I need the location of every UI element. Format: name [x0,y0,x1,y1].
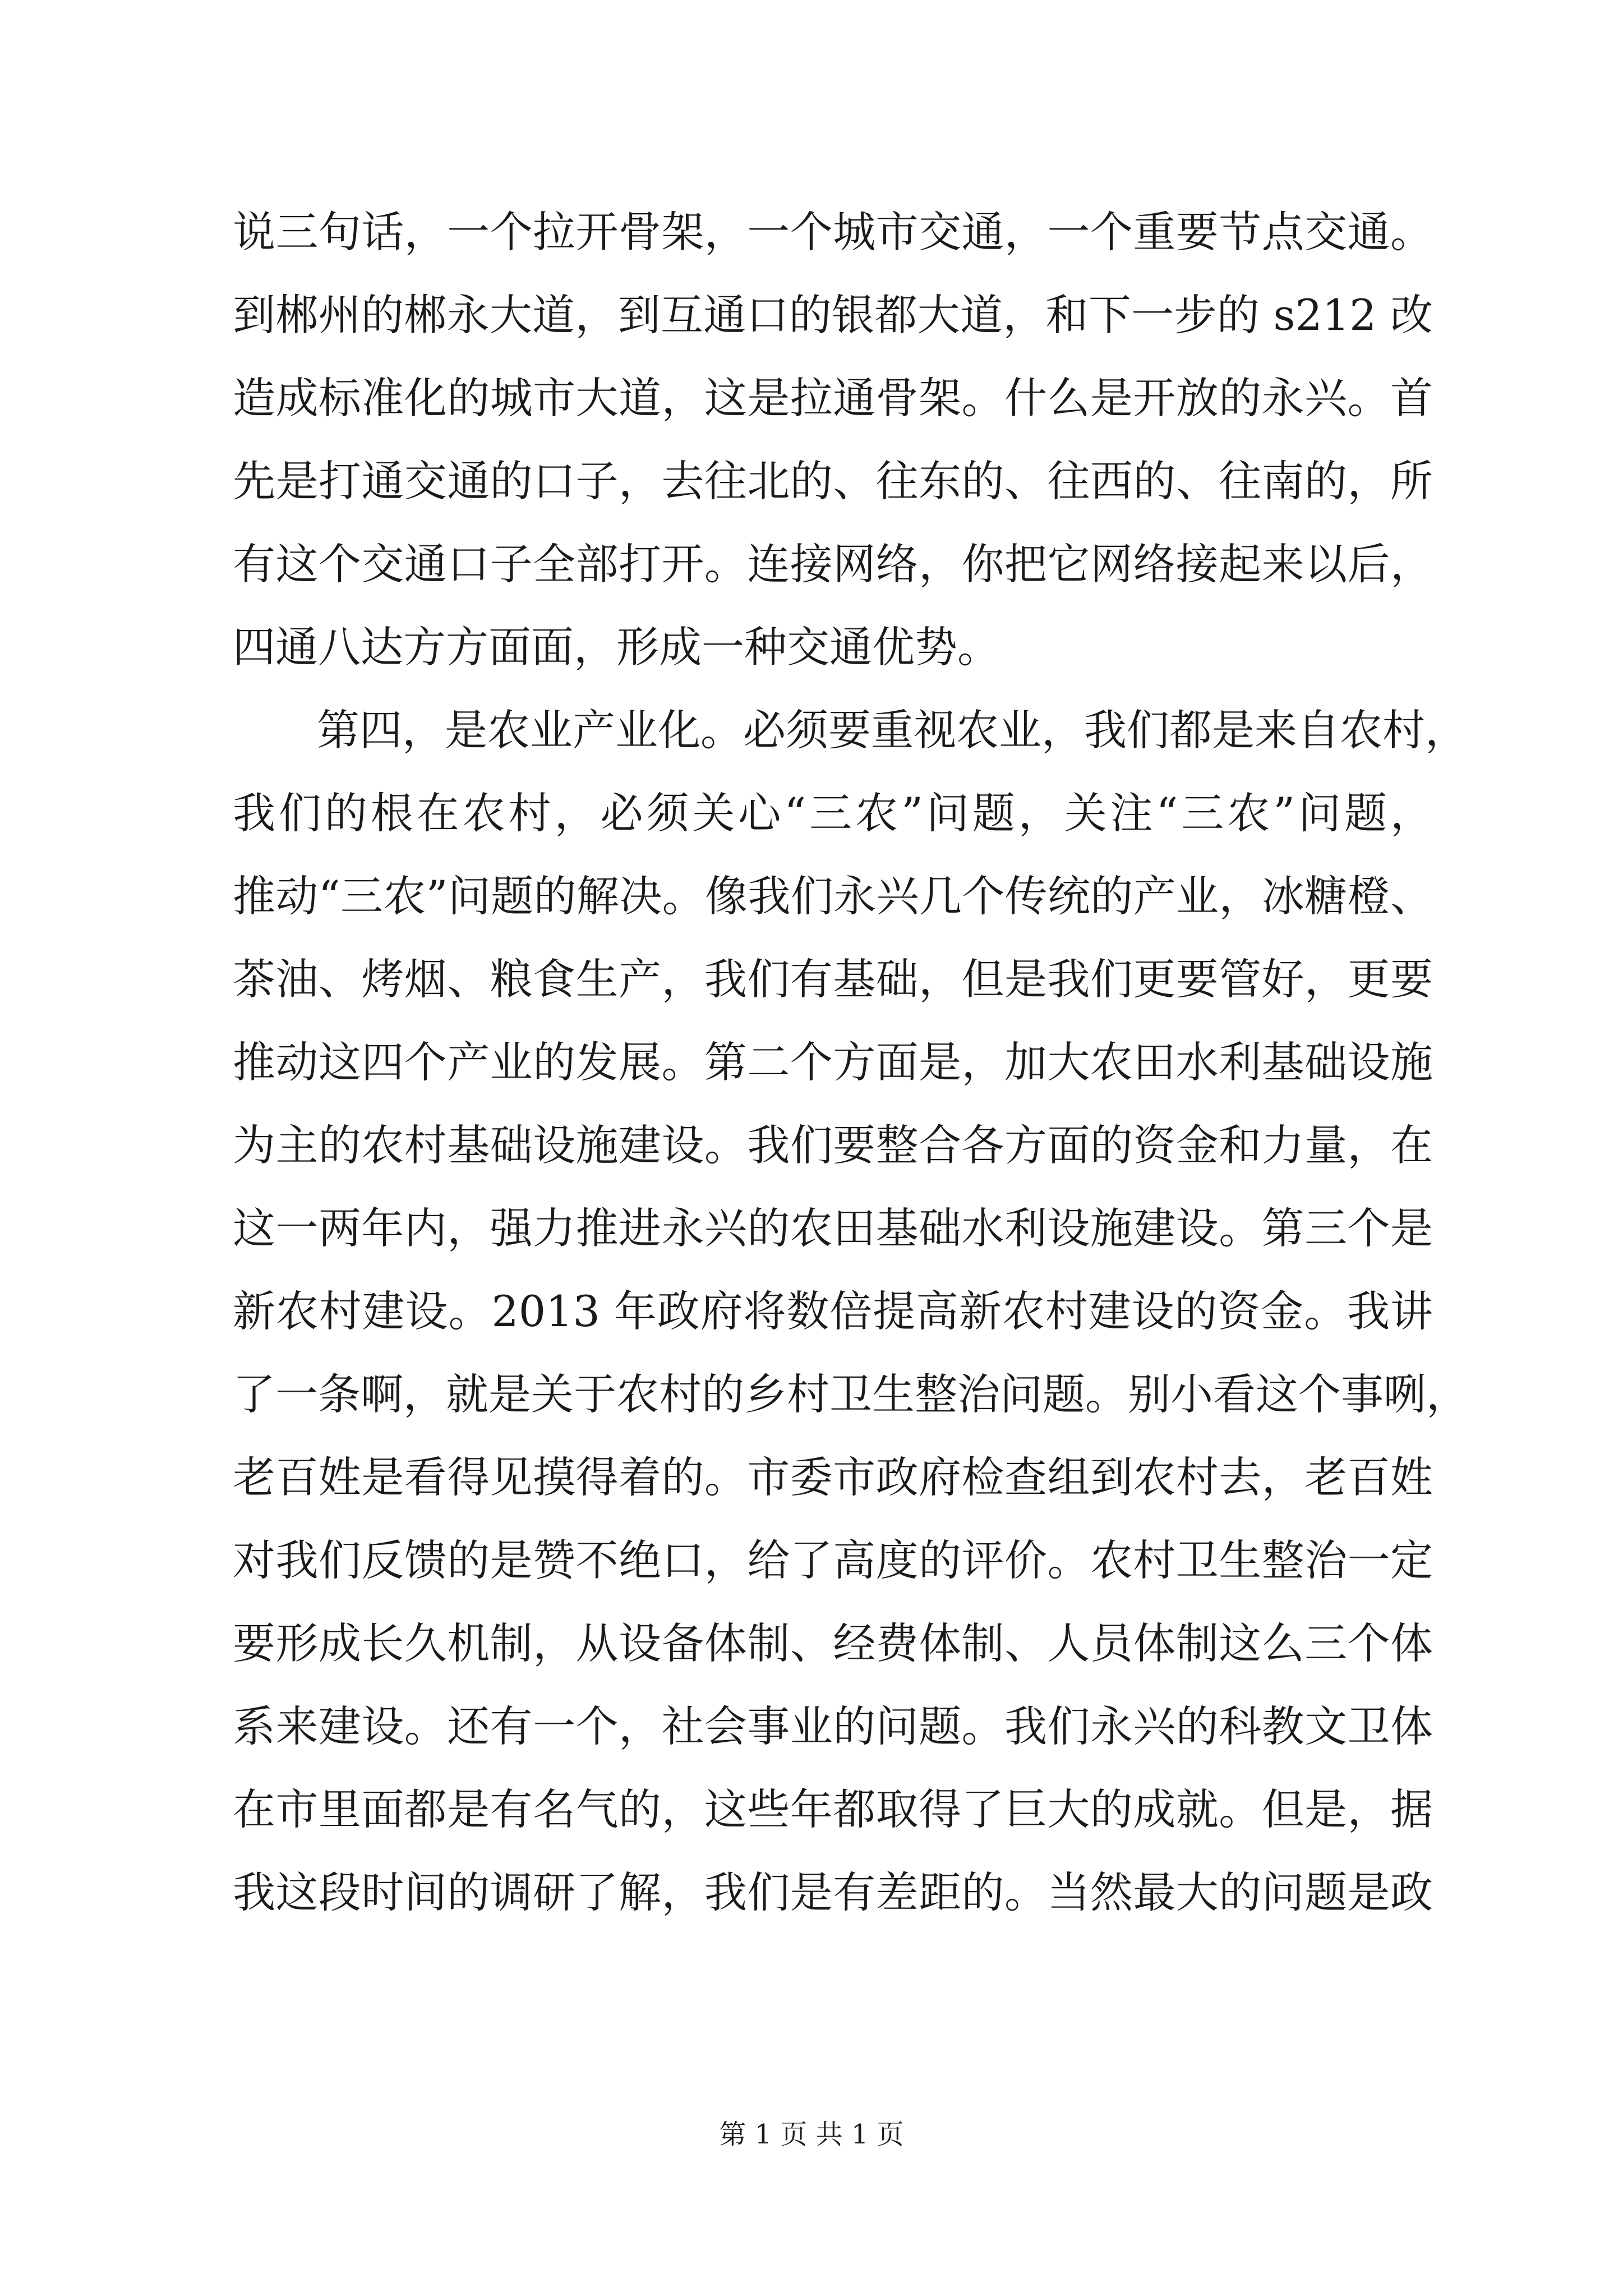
document-body [233,191,1469,1934]
text-line: 四通八达方方面面，形成一种交通优势。 [233,622,1000,672]
text-line: 我们的根在农村，必须关心“三农”问题，关注“三农”问题， [233,788,1433,838]
text-line: 造成标准化的城市大道，这是拉通骨架。什么是开放的永兴。首 [233,373,1433,423]
text-line: 新农村建设。2013 年政府将数倍提高新农村建设的资金。我讲 [233,1286,1433,1336]
text-line: 第四，是农业产业化。必须要重视农业，我们都是来自农村， [317,705,1468,755]
text-line: 到郴州的郴永大道，到互通口的银都大道，和下一步的 s212 改 [233,290,1433,340]
text-line: 我这段时间的调研了解，我们是有差距的。当然最大的问题是政 [233,1867,1433,1917]
text-line: 茶油、烤烟、粮食生产，我们有基础，但是我们更要管好，更要 [233,954,1433,1004]
text-line: 推动这四个产业的发展。第二个方面是，加大农田水利基础设施 [233,1037,1433,1087]
page-footer [0,2118,1623,2151]
text-line: 这一两年内，强力推进永兴的农田基础水利设施建设。第三个是 [233,1203,1433,1253]
text-line: 在市里面都是有名气的，这些年都取得了巨大的成就。但是，据 [233,1784,1433,1834]
page-number: 第 1 页 共 1 页 [719,2119,904,2150]
text-line: 要形成长久机制，从设备体制、经费体制、人员体制这么三个体 [233,1618,1433,1668]
text-line: 了一条啊，就是关于农村的乡村卫生整治问题。别小看这个事咧， [233,1369,1469,1419]
text-line: 有这个交通口子全部打开。连接网络，你把它网络接起来以后， [233,539,1433,589]
text-line: 对我们反馈的是赞不绝口，给了高度的评价。农村卫生整治一定 [233,1535,1433,1585]
text-line: 系来建设。还有一个，社会事业的问题。我们永兴的科教文卫体 [233,1701,1433,1751]
text-line: 先是打通交通的口子，去往北的、往东的、往西的、往南的，所 [233,456,1433,506]
text-line: 为主的农村基础设施建设。我们要整合各方面的资金和力量，在 [233,1120,1433,1170]
text-line: 老百姓是看得见摸得着的。市委市政府检查组到农村去，老百姓 [233,1452,1433,1502]
text-line: 推动“三农”问题的解决。像我们永兴几个传统的产业，冰糖橙、 [233,871,1433,921]
text-line: 说三句话，一个拉开骨架，一个城市交通，一个重要节点交通。 [233,207,1433,257]
